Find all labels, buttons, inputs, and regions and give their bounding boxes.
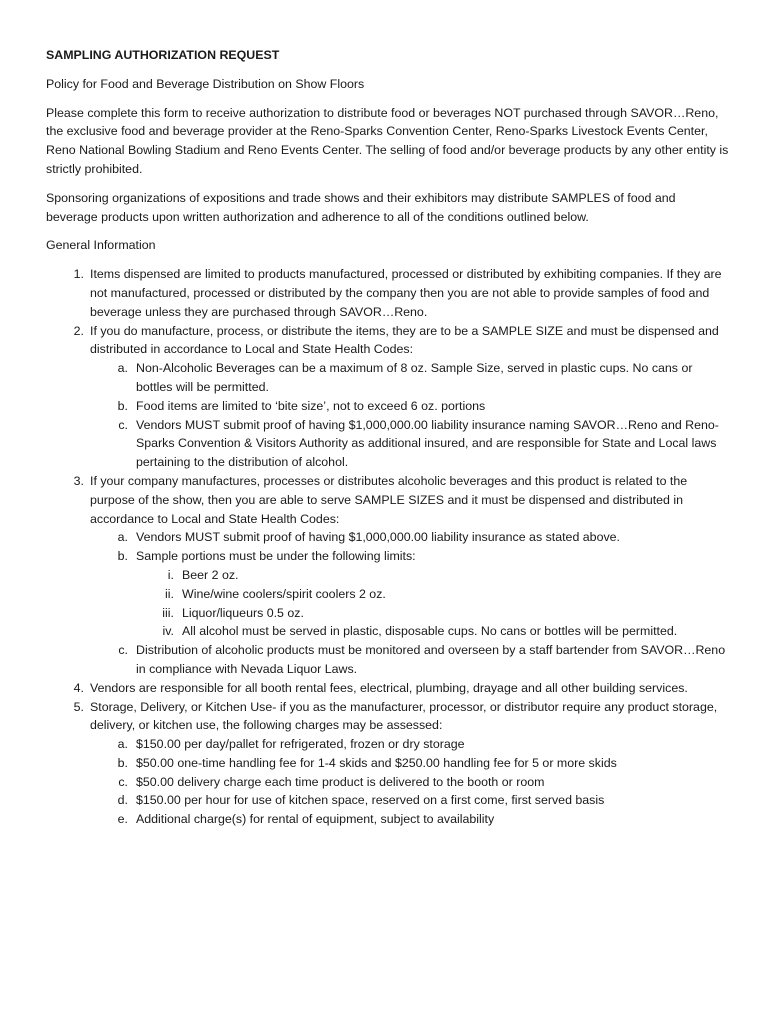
list-marker: b. <box>117 398 128 413</box>
sub-list-item <box>90 735 730 754</box>
list-item-text: Wine/wine coolers/spirit coolers 2 oz. <box>182 586 386 601</box>
list-item-text: Sample portions must be under the following limits: <box>136 549 416 564</box>
list-item-text: Distribution of alcoholic products must be monitored and overseen by a staff bartender from SAVOR…Reno in compliance with Nevada Liquor Laws. <box>136 643 726 676</box>
sub-list-item <box>90 547 730 641</box>
sub-sub-list <box>136 566 730 641</box>
sub-list-item <box>90 810 730 829</box>
sub-list-item <box>90 528 730 547</box>
list-marker: iv. <box>162 624 174 639</box>
list-item-text: Food items are limited to ‘bite size’, not to exceed 6 oz. portions <box>136 398 486 413</box>
list-marker: b. <box>117 755 128 770</box>
list-item-text: Beer 2 oz. <box>182 567 239 582</box>
sub-list-item <box>90 416 730 472</box>
list-item-text: If your company manufactures, processes or distributes alcoholic beverages and this product is related to the purpose of the show, then you are able to serve SAMPLE SIZES and it must be dispensed and distributed in accordance to Local and State Health Codes: <box>90 473 688 526</box>
list-item-text: If you do manufacture, process, or distribute the items, they are to be a SAMPLE SIZE and must be dispensed and distributed in accordance to Local and State Health Codes: <box>90 323 719 357</box>
list-item <box>46 698 730 830</box>
list-marker: 2. <box>73 323 84 338</box>
list-item-text: Additional charge(s) for rental of equipment, subject to availability <box>136 812 495 827</box>
list-item-text: $50.00 one-time handling fee for 1-4 skids and $250.00 handling fee for 5 or more skids <box>136 755 617 770</box>
sub-sub-list-item <box>136 622 730 641</box>
list-item <box>46 322 730 472</box>
list-marker: c. <box>118 774 128 789</box>
list-marker: 3. <box>73 473 84 488</box>
sub-sub-list-item <box>136 585 730 604</box>
intro-paragraph-1: Please complete this form to receive authorization to distribute food or beverages NOT purchased through SAVOR…Reno, the exclusive food and beverage provider at the Reno-Sparks Convention Center, Reno-Sparks Livestock Events Center, Reno National Bowling Stadium and Reno Events Center. The selling of food and/or beverage products by any other entity is strictly prohibited. <box>46 105 729 176</box>
list-marker: 5. <box>73 699 84 714</box>
sub-list-item <box>90 754 730 773</box>
list-marker: e. <box>117 812 128 827</box>
list-item <box>46 265 730 321</box>
document-title: SAMPLING AUTHORIZATION REQUEST <box>46 48 280 62</box>
section-heading: General Information <box>46 238 156 253</box>
list-marker: 1. <box>73 267 84 282</box>
list-item-text: Storage, Delivery, or Kitchen Use- if you as the manufacturer, processor, or distributor require any product storage, delivery, or kitchen use, the following charges may be assessed: <box>90 699 718 733</box>
list-item-text: All alcohol must be served in plastic, disposable cups. No cans or bottles will be permitted. <box>182 624 678 639</box>
list-marker: i. <box>167 567 174 582</box>
document-subtitle: Policy for Food and Beverage Distribution on Show Floors <box>46 76 365 91</box>
list-item-text: $50.00 delivery charge each time product is delivered to the booth or room <box>136 774 545 789</box>
sub-list-item <box>90 791 730 810</box>
sub-sub-list-item <box>136 604 730 623</box>
sub-sub-list-item <box>136 566 730 585</box>
sub-list-item <box>90 359 730 397</box>
list-item-text: Non-Alcoholic Beverages can be a maximum of 8 oz. Sample Size, served in plastic cups. No cans or bottles will be permitted. <box>136 361 693 394</box>
list-item <box>46 679 730 698</box>
list-marker: 4. <box>73 680 84 695</box>
list-item <box>46 472 730 679</box>
intro-paragraph-2: Sponsoring organizations of expositions and trade shows and their exhibitors may distribute SAMPLES of food and beverage products upon written authorization and adherence to all of the conditions outlined below. <box>46 190 676 224</box>
list-item-text: Vendors MUST submit proof of having $1,000,000.00 liability insurance naming SAVOR…Reno and Reno-Sparks Convention & Visitors Authority as additional insured, and are responsible for State and Local laws pertaining to the distribution of alcohol. <box>136 417 719 470</box>
list-marker: c. <box>118 643 128 658</box>
list-item-text: $150.00 per day/pallet for refrigerated, frozen or dry storage <box>136 737 465 752</box>
list-item-text: $150.00 per hour for use of kitchen space, reserved on a first come, first served basis <box>136 793 605 808</box>
list-marker: iii. <box>162 605 174 620</box>
list-item-text: Items dispensed are limited to products manufactured, processed or distributed by exhibiting companies. If they are not manufactured, processed or distributed by the company then you are not able to provide samples of food and beverage unless they are purchased through SAVOR…Reno. <box>90 267 722 319</box>
list-item-text: Vendors are responsible for all booth rental fees, electrical, plumbing, drayage and all other building services. <box>90 680 688 695</box>
sub-list-item <box>90 641 730 679</box>
list-marker: c. <box>118 417 128 432</box>
list-marker: a. <box>117 361 128 376</box>
sub-list <box>90 735 730 829</box>
sub-list-item <box>90 773 730 792</box>
list-item-text: Vendors MUST submit proof of having $1,000,000.00 liability insurance as stated above. <box>136 530 620 545</box>
list-marker: ii. <box>165 586 174 601</box>
list-item-text: Liquor/liqueurs 0.5 oz. <box>182 605 304 620</box>
list-marker: a. <box>117 530 128 545</box>
sub-list <box>90 528 730 678</box>
conditions-list <box>46 265 730 829</box>
sub-list-item <box>90 397 730 416</box>
list-marker: d. <box>117 793 128 808</box>
list-marker: a. <box>117 737 128 752</box>
sub-list <box>90 359 730 472</box>
list-marker: b. <box>117 549 128 564</box>
